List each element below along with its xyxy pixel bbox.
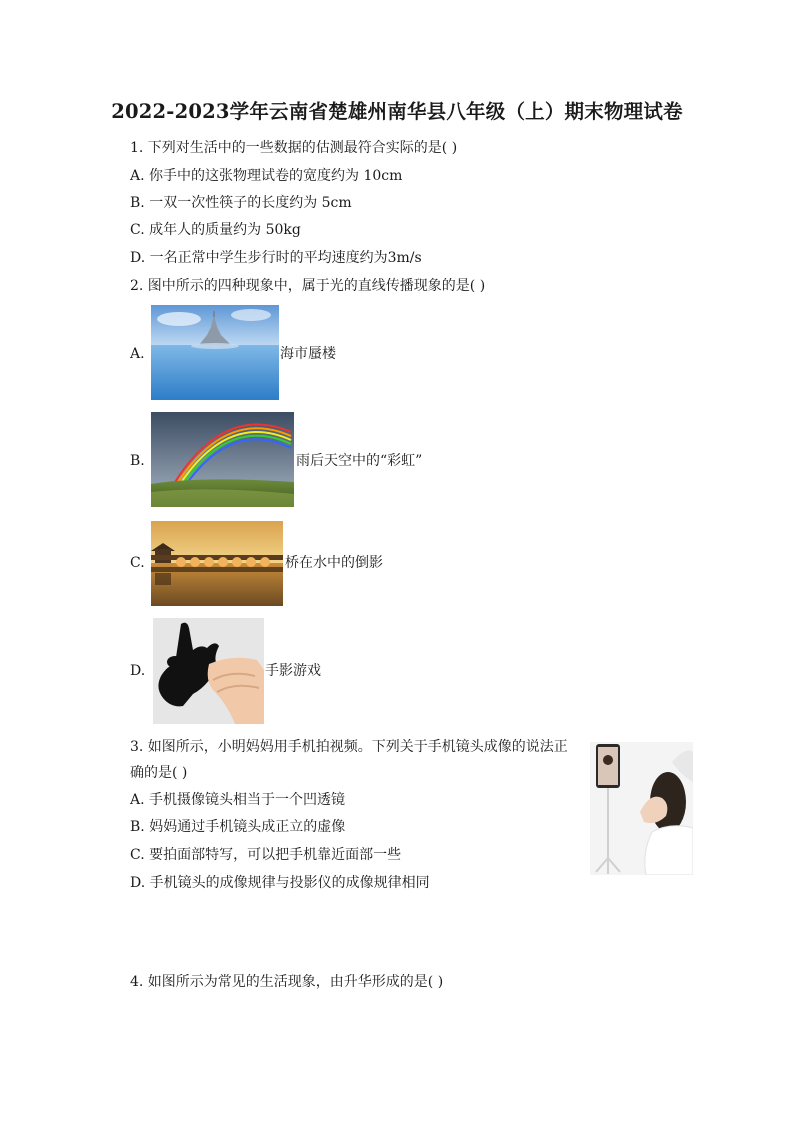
q1-option-b: B. 一双一次性筷子的长度约为 5cm [130, 195, 352, 211]
q2-option-d-label: D. [130, 663, 146, 679]
q1-option-d: D. 一名正常中学生步行时的平均速度约为3m/s [130, 250, 422, 266]
q2-option-d-caption: 手影游戏 [265, 663, 321, 679]
hand-shadow-image [153, 618, 264, 724]
q2-option-a-label: A. [130, 346, 145, 362]
q4-stem: 4. 如图所示为常见的生活现象，由升华形成的是( ) [130, 974, 444, 990]
q1-stem: 1. 下列对生活中的一些数据的估测最符合实际的是( ) [130, 140, 458, 156]
q3-option-d: D. 手机镜头的成像规律与投影仪的成像规律相同 [130, 875, 430, 891]
q1-option-a: A. 你手中的这张物理试卷的宽度约为 10cm [130, 168, 403, 184]
q3-stem-line1: 3. 如图所示，小明妈妈用手机拍视频。下列关于手机镜头成像的说法正 [130, 739, 568, 755]
bridge-reflection-image [151, 521, 283, 606]
q3-option-c: C. 要拍面部特写，可以把手机靠近面部一些 [130, 847, 402, 863]
q2-option-a-caption: 海市蜃楼 [280, 346, 336, 362]
q2-stem: 2. 图中所示的四种现象中，属于光的直线传播现象的是( ) [130, 278, 486, 294]
q3-option-a: A. 手机摄像镜头相当于一个凹透镜 [130, 792, 346, 808]
q3-option-b: B. 妈妈通过手机镜头成正立的虚像 [130, 819, 346, 835]
q2-option-c-label: C. [130, 555, 145, 571]
q2-option-b-label: B. [130, 453, 145, 469]
q2-option-b-caption: 雨后天空中的“彩虹” [296, 453, 423, 469]
q2-option-c-caption: 桥在水中的倒影 [285, 555, 383, 571]
q1-option-c: C. 成年人的质量约为 50kg [130, 222, 301, 238]
q3-stem-line2: 确的是( ) [130, 765, 188, 781]
rainbow-image [151, 412, 294, 507]
mirage-image [151, 305, 279, 400]
phone-selfie-image [590, 742, 693, 875]
page-title: 2022-2023学年云南省楚雄州南华县八年级（上）期末物理试卷 [111, 100, 683, 123]
